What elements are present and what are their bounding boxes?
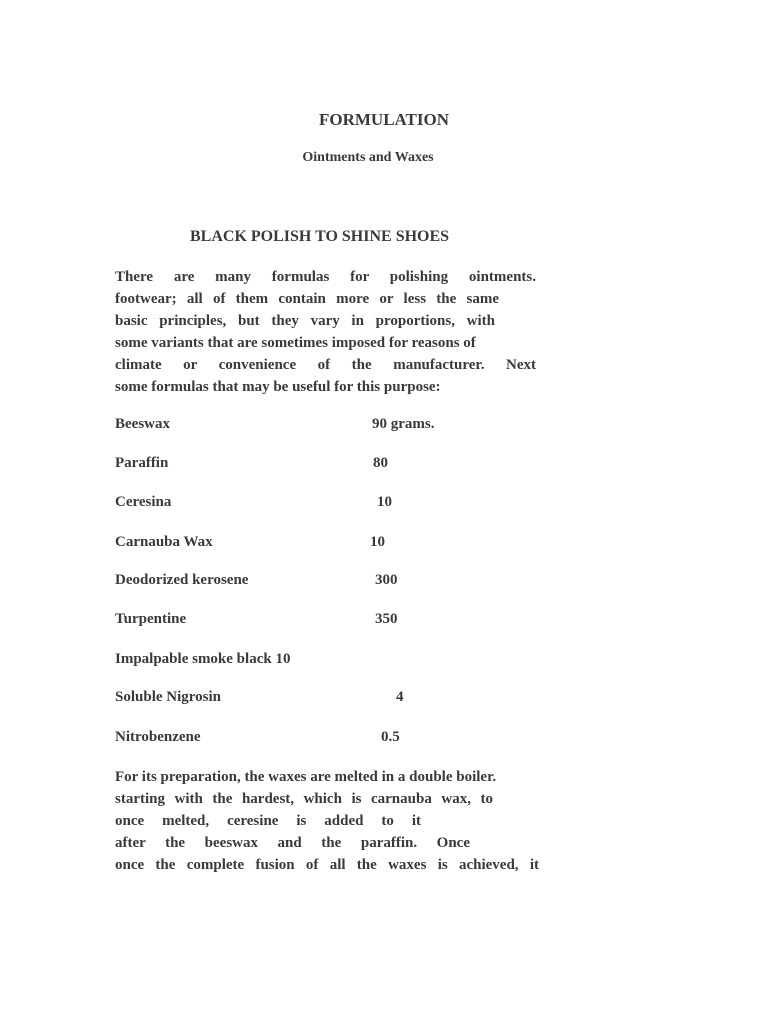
ingredient-quantity: 10 <box>370 534 385 550</box>
document-subtitle: Ointments and Waxes <box>302 150 434 165</box>
ingredient-name: Beeswax <box>115 416 170 432</box>
paragraph-line: once melted, ceresine is added to it <box>115 813 421 829</box>
ingredient-quantity: 4 <box>396 689 404 705</box>
ingredient-name: Carnauba Wax <box>115 534 213 550</box>
section-heading: BLACK POLISH TO SHINE SHOES <box>190 228 450 245</box>
intro-paragraph <box>115 266 536 398</box>
paragraph-line: For its preparation, the waxes are melted in a double boiler. <box>115 769 497 785</box>
ingredient-quantity: 10 <box>377 494 392 510</box>
ingredient-quantity: 350 <box>375 611 398 627</box>
paragraph-line: some formulas that may be useful for this purpose: <box>115 379 441 395</box>
ingredient-quantity: 80 <box>373 455 388 471</box>
ingredient-name: Ceresina <box>115 494 172 510</box>
ingredient-row <box>115 494 535 516</box>
ingredient-name: Nitrobenzene <box>115 729 201 745</box>
ingredient-name: Paraffin <box>115 455 169 471</box>
paragraph-line: basic principles, but they vary in proportions, with <box>115 313 495 329</box>
paragraph-line: climate or convenience of the manufacturer. Next <box>115 357 536 373</box>
ingredient-row <box>115 651 535 673</box>
ingredient-quantity: 0.5 <box>381 729 400 745</box>
paragraph-line: footwear; all of them contain more or less the same <box>115 291 499 307</box>
ingredient-name: Soluble Nigrosin <box>115 689 222 705</box>
paragraph-line: once the complete fusion of all the waxes is achieved, it <box>115 857 539 873</box>
preparation-paragraph <box>115 766 539 876</box>
ingredient-row <box>115 455 535 477</box>
paragraph-line: after the beeswax and the paraffin. Once <box>115 835 470 851</box>
ingredient-row <box>115 534 535 556</box>
ingredient-row <box>115 729 535 751</box>
ingredient-quantity: 90 grams. <box>372 416 435 432</box>
ingredient-name: Impalpable smoke black 10 <box>115 651 291 667</box>
ingredient-row <box>115 416 535 438</box>
ingredient-quantity: 300 <box>375 572 398 588</box>
paragraph-line: starting with the hardest, which is carnauba wax, to <box>115 791 493 807</box>
paragraph-line: some variants that are sometimes imposed for reasons of <box>115 335 476 351</box>
paragraph-line: There are many formulas for polishing ointments. <box>115 269 536 285</box>
document-title: FORMULATION <box>318 110 449 129</box>
ingredient-row <box>115 572 535 594</box>
ingredient-name: Deodorized kerosene <box>115 572 249 588</box>
ingredient-row <box>115 689 535 711</box>
ingredient-row <box>115 611 535 633</box>
ingredient-name: Turpentine <box>115 611 187 627</box>
